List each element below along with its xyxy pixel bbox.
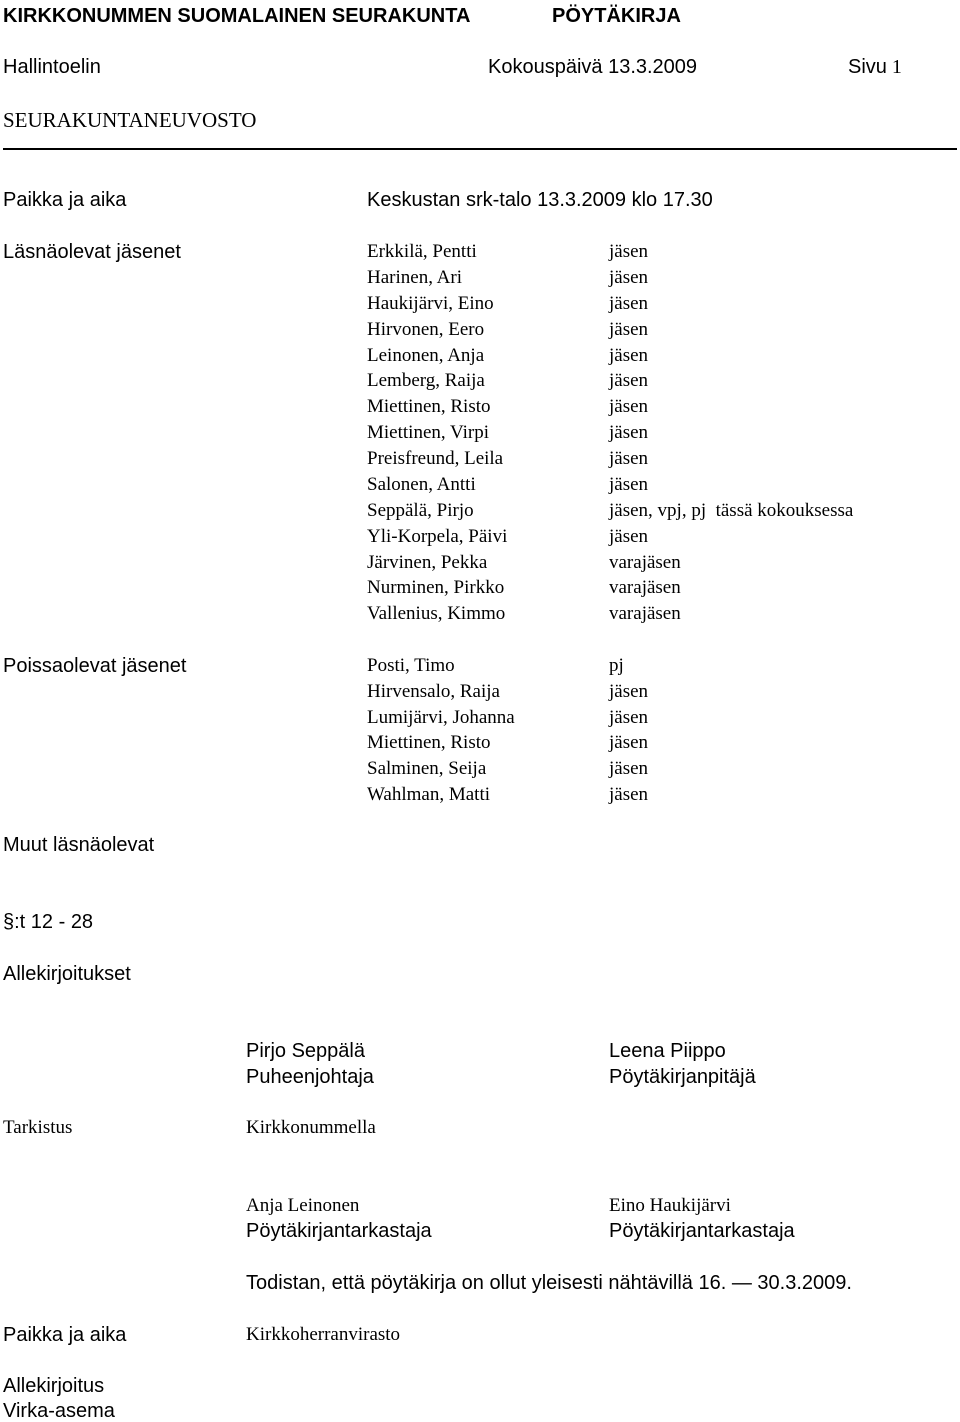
sections-range: §:t 12 - 28 bbox=[3, 911, 94, 933]
header-divider bbox=[3, 148, 957, 150]
document-type: PÖYTÄKIRJA bbox=[552, 5, 681, 27]
chair-name: Pirjo Seppälä bbox=[246, 1040, 365, 1062]
member-name: Posti, Timo bbox=[367, 655, 455, 676]
member-role: pj bbox=[609, 655, 624, 676]
member-name: Seppälä, Pirjo bbox=[367, 500, 474, 521]
member-name: Haukijärvi, Eino bbox=[367, 293, 494, 314]
member-role: jäsen bbox=[609, 319, 649, 340]
member-role: jäsen bbox=[609, 345, 649, 366]
notice-place-label: Paikka ja aika bbox=[3, 1324, 127, 1346]
member-role: jäsen bbox=[609, 707, 649, 728]
member-name: Preisfreund, Leila bbox=[367, 448, 504, 469]
member-name: Lemberg, Raija bbox=[367, 370, 485, 391]
member-role: jäsen bbox=[609, 474, 649, 495]
member-name: Hirvensalo, Raija bbox=[367, 681, 500, 702]
member-role: jäsen bbox=[609, 396, 649, 417]
member-role: jäsen bbox=[609, 784, 649, 805]
member-name: Wahlman, Matti bbox=[367, 784, 490, 805]
member-name: Lumijärvi, Johanna bbox=[367, 707, 515, 728]
member-role: varajäsen bbox=[609, 552, 681, 573]
member-name: Salonen, Antti bbox=[367, 474, 476, 495]
secretary-name: Leena Piippo bbox=[609, 1040, 726, 1062]
council-title: SEURAKUNTANEUVOSTO bbox=[3, 108, 257, 132]
member-role: jäsen bbox=[609, 758, 649, 779]
member-name: Erkkilä, Pentti bbox=[367, 241, 477, 262]
absent-members-label: Poissaolevat jäsenet bbox=[3, 655, 187, 677]
member-role: varajäsen bbox=[609, 603, 681, 624]
page-number: 1 bbox=[891, 56, 902, 78]
present-members-label: Läsnäolevat jäsenet bbox=[3, 241, 181, 263]
governing-body-label: Hallintoelin bbox=[3, 56, 101, 78]
member-role: varajäsen bbox=[609, 577, 681, 598]
signature-field-label: Allekirjoitus bbox=[3, 1375, 105, 1397]
place-time-value: Keskustan srk-talo 13.3.2009 klo 17.30 bbox=[367, 189, 713, 211]
meeting-date: Kokouspäivä 13.3.2009 bbox=[488, 56, 698, 78]
member-name: Yli-Korpela, Päivi bbox=[367, 526, 508, 547]
member-role: jäsen bbox=[609, 526, 649, 547]
member-name: Salminen, Seija bbox=[367, 758, 487, 779]
member-role: jäsen bbox=[609, 732, 649, 753]
page-label: Sivu bbox=[848, 56, 887, 78]
member-role: jäsen bbox=[609, 422, 649, 443]
notice-place-value: Kirkkoherranvirasto bbox=[246, 1324, 401, 1345]
page-indicator bbox=[848, 57, 902, 77]
others-present-label: Muut läsnäolevat bbox=[3, 834, 155, 856]
place-time-label: Paikka ja aika bbox=[3, 189, 127, 211]
review-place: Kirkkonummella bbox=[246, 1117, 376, 1138]
reviewer1-name: Anja Leinonen bbox=[246, 1195, 360, 1216]
member-role: jäsen, vpj, pj tässä kokouksessa bbox=[609, 500, 854, 521]
reviewer2-name: Eino Haukijärvi bbox=[609, 1195, 731, 1216]
member-role: jäsen bbox=[609, 448, 649, 469]
member-name: Miettinen, Virpi bbox=[367, 422, 489, 443]
member-role: jäsen bbox=[609, 293, 649, 314]
secretary-title: Pöytäkirjanpitäjä bbox=[609, 1066, 756, 1088]
member-name: Vallenius, Kimmo bbox=[367, 603, 506, 624]
member-name: Nurminen, Pirkko bbox=[367, 577, 505, 598]
member-name: Järvinen, Pekka bbox=[367, 552, 488, 573]
review-label: Tarkistus bbox=[3, 1117, 73, 1138]
member-role: jäsen bbox=[609, 370, 649, 391]
org-name: KIRKKONUMMEN SUOMALAINEN SEURAKUNTA bbox=[3, 5, 471, 27]
member-role: jäsen bbox=[609, 681, 649, 702]
member-role: jäsen bbox=[609, 267, 649, 288]
member-name: Miettinen, Risto bbox=[367, 396, 491, 417]
member-name: Leinonen, Anja bbox=[367, 345, 485, 366]
signatures-label: Allekirjoitukset bbox=[3, 963, 131, 985]
member-name: Harinen, Ari bbox=[367, 267, 462, 288]
member-role: jäsen bbox=[609, 241, 649, 262]
position-field-label: Virka-asema bbox=[3, 1400, 115, 1422]
notice-statement: Todistan, että pöytäkirja on ollut yleisesti nähtävillä 16. — 30.3.2009. bbox=[246, 1272, 852, 1294]
member-name: Hirvonen, Eero bbox=[367, 319, 485, 340]
reviewer1-title: Pöytäkirjantarkastaja bbox=[246, 1220, 432, 1242]
chair-title: Puheenjohtaja bbox=[246, 1066, 374, 1088]
member-name: Miettinen, Risto bbox=[367, 732, 491, 753]
reviewer2-title: Pöytäkirjantarkastaja bbox=[609, 1220, 795, 1242]
